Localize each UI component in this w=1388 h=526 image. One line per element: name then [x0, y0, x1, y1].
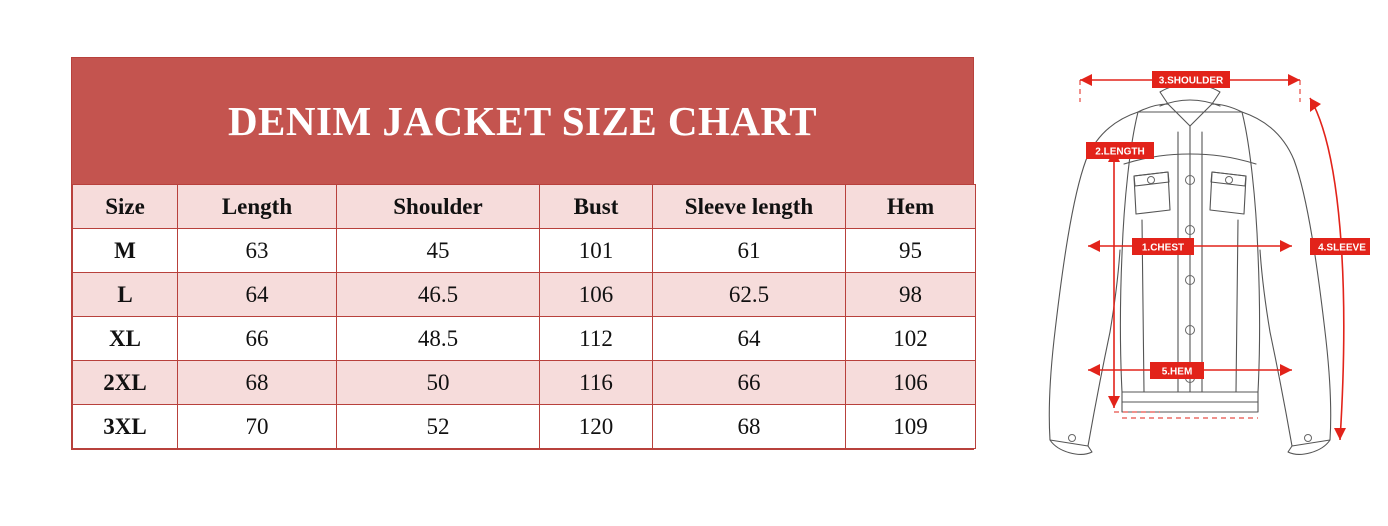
cell-bust: 116 — [540, 361, 653, 405]
cell-bust: 106 — [540, 273, 653, 317]
cell-shoulder: 46.5 — [337, 273, 540, 317]
label-length — [1086, 142, 1154, 159]
column-header-shoulder: Shoulder — [337, 185, 540, 229]
label-hem — [1150, 362, 1204, 379]
label-length-text: 2.LENGTH — [1095, 146, 1145, 158]
table-row — [73, 361, 976, 405]
cell-length: 63 — [178, 229, 337, 273]
label-shoulder — [1152, 71, 1230, 88]
denim-jacket-measurement-diagram — [1010, 40, 1370, 500]
cell-hem: 109 — [846, 405, 976, 449]
column-header-size: Size — [73, 185, 178, 229]
cell-size: M — [73, 229, 178, 273]
cell-size: 3XL — [73, 405, 178, 449]
label-hem-text: 5.HEM — [1161, 366, 1193, 378]
cell-sleeve-length: 68 — [653, 405, 846, 449]
cell-sleeve-length: 66 — [653, 361, 846, 405]
cell-length: 66 — [178, 317, 337, 361]
size-table — [72, 184, 976, 449]
cell-length: 68 — [178, 361, 337, 405]
cell-hem: 102 — [846, 317, 976, 361]
cell-bust: 112 — [540, 317, 653, 361]
label-chest — [1132, 238, 1194, 255]
cell-size: 2XL — [73, 361, 178, 405]
table-row — [73, 405, 976, 449]
column-header-length: Length — [178, 185, 337, 229]
cell-shoulder: 48.5 — [337, 317, 540, 361]
page-title: DENIM JACKET SIZE CHART — [72, 58, 973, 184]
cell-length: 64 — [178, 273, 337, 317]
cell-bust: 120 — [540, 405, 653, 449]
cell-sleeve-length: 62.5 — [653, 273, 846, 317]
column-header-sleeve-length: Sleeve length — [653, 185, 846, 229]
size-chart-block — [71, 57, 974, 450]
column-header-hem: Hem — [846, 185, 976, 229]
table-header-row — [73, 185, 976, 229]
table-row — [73, 273, 976, 317]
cell-sleeve-length: 64 — [653, 317, 846, 361]
column-header-bust: Bust — [540, 185, 653, 229]
label-shoulder-text: 3.SHOULDER — [1158, 75, 1224, 87]
cell-bust: 101 — [540, 229, 653, 273]
table-row — [73, 229, 976, 273]
cell-shoulder: 50 — [337, 361, 540, 405]
cell-hem: 95 — [846, 229, 976, 273]
label-sleeve — [1310, 238, 1370, 255]
table-row — [73, 317, 976, 361]
cell-size: XL — [73, 317, 178, 361]
label-chest-text: 1.CHEST — [1141, 242, 1185, 254]
cell-sleeve-length: 61 — [653, 229, 846, 273]
cell-shoulder: 45 — [337, 229, 540, 273]
cell-length: 70 — [178, 405, 337, 449]
cell-size: L — [73, 273, 178, 317]
label-sleeve-text: 4.SLEEVE — [1318, 242, 1366, 254]
cell-hem: 98 — [846, 273, 976, 317]
cell-shoulder: 52 — [337, 405, 540, 449]
cell-hem: 106 — [846, 361, 976, 405]
